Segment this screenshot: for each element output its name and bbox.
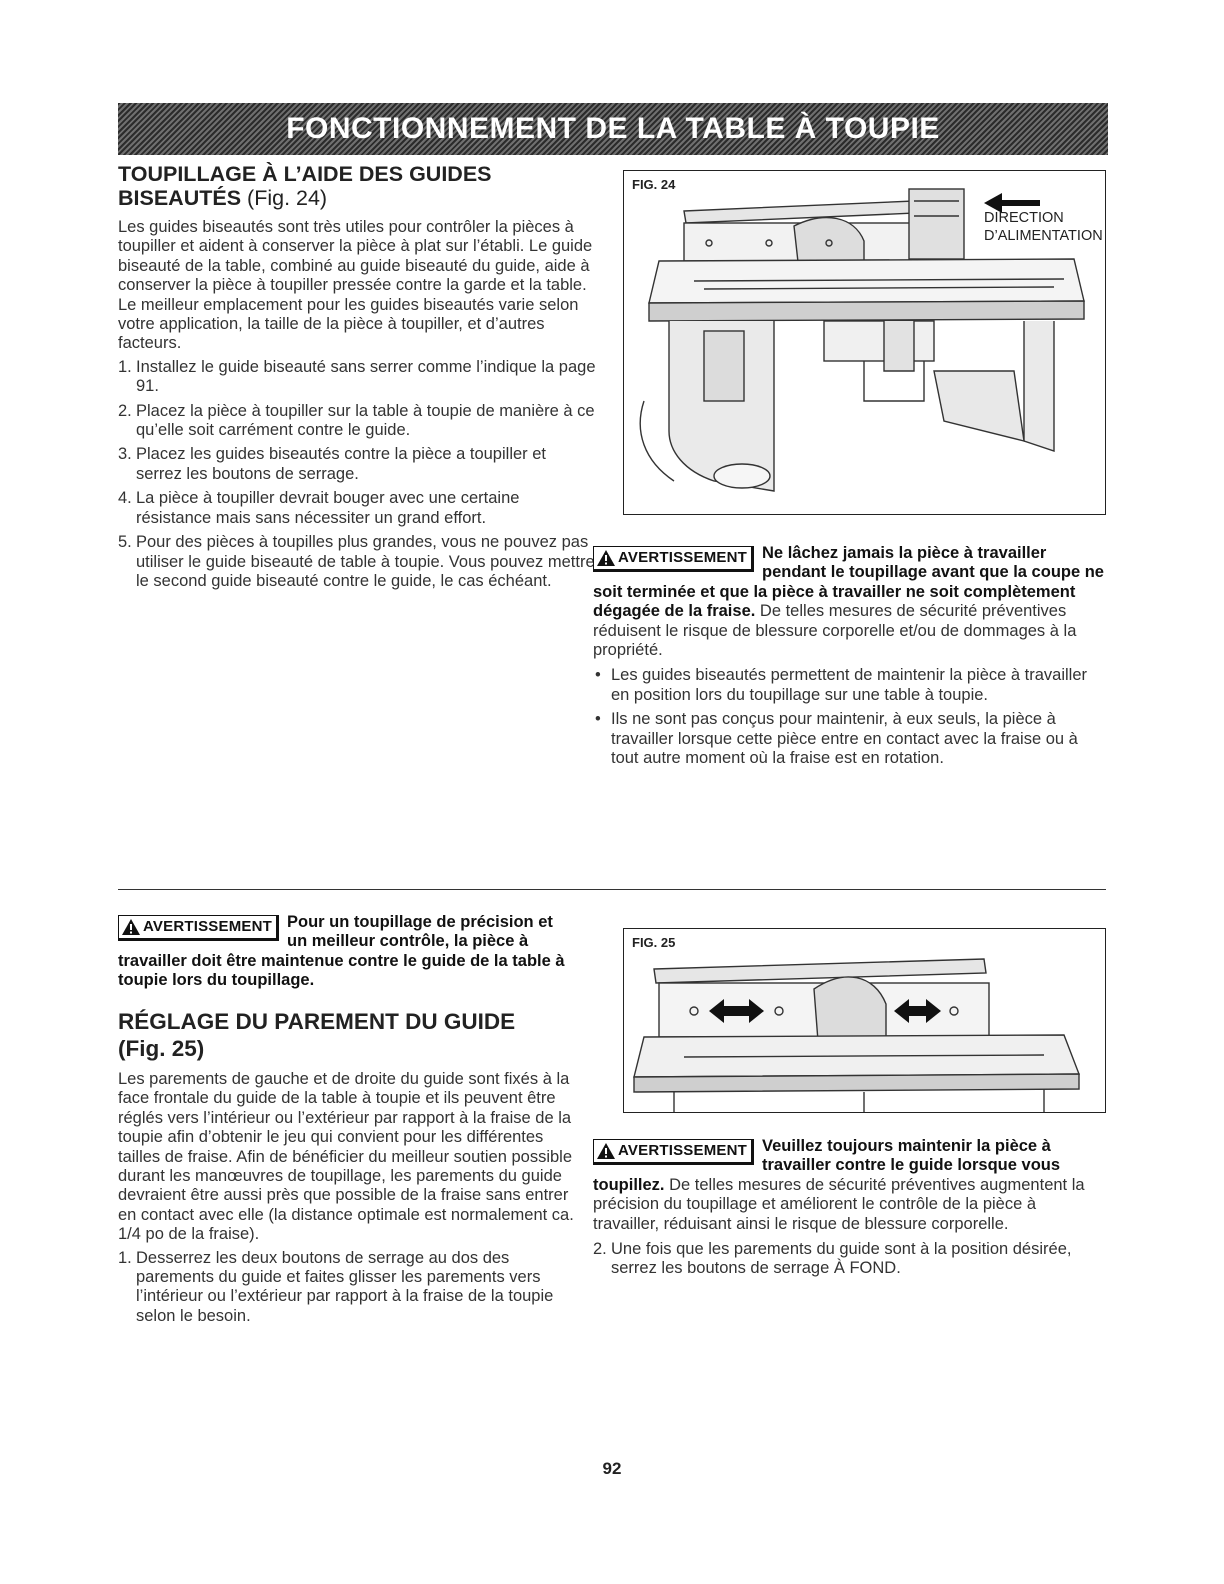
list-item: 1. Desserrez les deux boutons de serrage au dos des parements du guide et faites glisser les parements vers l’intérieur ou l’extérieur par rapport à la fraise de la toupie selon le besoin. bbox=[118, 1248, 554, 1325]
figure-24 bbox=[623, 170, 1106, 515]
steps-list bbox=[593, 1240, 1106, 1279]
warning-precision-routing bbox=[118, 913, 568, 991]
section-banner bbox=[118, 103, 1108, 155]
warning-badge: AVERTISSEMENT bbox=[593, 546, 754, 572]
warning-text: De telles mesures de sécurité préventives réduisent le risque de blessure corporelle et/ou de dommages à la propriété. bbox=[593, 602, 1077, 660]
section-intro: Les parements de gauche et de droite du guide sont fixés à la face frontale du guide de la table à toupie et ils peuvent être réglés vers l’intérieur ou l’extérieur par rapport à la fraise de la toupie afin d’obtenir le jeu qui convient pour les différentes tailles de fraise. Afin de bénéficier du meilleur soutien possible durant les manœuvres de toupillage, les parements du guide devraient être aussi près que possible de la fraise sans entrer en contact avec elle (la distance optimale est normalement ca. 1/4 po de la fraise). bbox=[118, 1070, 574, 1244]
warning-bold-text: Ne lâchez jamais la pièce à travailler pendant le toupillage avant que la coupe ne soit terminée et que la pièce à travailler ne soit complètement dégagée de la fraise. bbox=[593, 544, 1104, 621]
list-item: 5. Pour des pièces à toupilles plus grandes, vous ne pouvez pas utiliser le guide biseauté de table à toupie. Vous pouvez mettre le second guide biseauté contre le guide, le cas échéant. bbox=[118, 533, 595, 590]
figure-25 bbox=[623, 928, 1106, 1113]
figure-label: FIG. 25 bbox=[632, 935, 676, 950]
section-heading: RÉGLAGE DU PAREMENT DU GUIDE (Fig. 25) bbox=[118, 1009, 516, 1061]
list-item: • Ils ne sont pas conçus pour maintenir, à eux seuls, la pièce à travailler lorsque cette pièce entre en contact avec la fraise ou à tout autre moment où la fraise est en rotation. bbox=[595, 710, 1078, 768]
figure-label: FIG. 24 bbox=[632, 177, 676, 192]
fence-facing-illustration bbox=[624, 929, 1105, 1112]
warning-release-workpiece bbox=[593, 544, 1106, 773]
list-item: • Les guides biseautés permettent de maintenir la pièce à travailler en position lors du toupillage sur une table à toupie. bbox=[595, 666, 1088, 704]
steps-list bbox=[118, 358, 596, 591]
feed-direction-callout: DIRECTION D’ALIMENTATION bbox=[984, 210, 1103, 244]
bullet-list bbox=[593, 666, 1106, 768]
warning-hold-against-fence bbox=[593, 1137, 1106, 1284]
list-item: 2. Placez la pièce à toupiller sur la table à toupie de manière à ce qu’elle soit carrément contre le guide. bbox=[118, 401, 595, 440]
warning-text: De telles mesures de sécurité préventives augmentent la précision du toupillage et améliorent le contrôle de la pièce à travailler, réduisant ainsi le risque de blessure corporelle. bbox=[593, 1175, 1085, 1233]
warning-badge: AVERTISSEMENT bbox=[593, 1139, 754, 1165]
page-number: 92 bbox=[602, 1459, 622, 1478]
warning-bold-text: Veuillez toujours maintenir la pièce à travailler contre le guide lorsque vous toupillez. bbox=[593, 1137, 1061, 1194]
list-item: 1. Installez le guide biseauté sans serrer comme l’indique la page 91. bbox=[118, 357, 596, 396]
list-item: 3. Placez les guides biseautés contre la pièce a toupiller et serrez les boutons de serrage. bbox=[118, 445, 546, 483]
warning-badge: AVERTISSEMENT bbox=[118, 915, 279, 941]
steps-list bbox=[118, 1249, 588, 1327]
banner-title: FONCTIONNEMENT DE LA TABLE À TOUPIE bbox=[286, 112, 940, 145]
list-item: 2. Une fois que les parements du guide sont à la position désirée, serrez les boutons de serrage À FOND. bbox=[593, 1240, 1072, 1278]
section-fence-facing bbox=[118, 1008, 588, 1331]
section-divider bbox=[118, 889, 1106, 890]
warning-triangle-icon bbox=[596, 1142, 616, 1160]
list-item: 4. La pièce à toupiller devrait bouger avec une certaine résistance mais sans nécessiter un grand effort. bbox=[118, 489, 520, 527]
warning-bold-text: Pour un toupillage de précision et un meilleur contrôle, la pièce à travailler doit être maintenue contre le guide de la table à toupie lors du toupillage. bbox=[118, 913, 565, 990]
section-heading: TOUPILLAGE À L’AIDE DES GUIDES BISEAUTÉS (Fig. 24) bbox=[118, 162, 492, 210]
section-beveled-guides bbox=[118, 162, 596, 596]
warning-triangle-icon bbox=[121, 918, 141, 936]
warning-triangle-icon bbox=[596, 549, 616, 567]
section-intro: Les guides biseautés sont très utiles pour contrôler la pièces à toupiller et aident à conserver la pièce à plat sur l’établi. Le guide biseauté de la table, combiné au guide biseauté du guide, aide à conserver la pièce à toupiller pressée contre la garde et la table. Le meilleur emplacement pour les guides biseautés varie selon votre application, la taille de la pièce à toupiller, et d’autres facteurs. bbox=[118, 218, 593, 353]
